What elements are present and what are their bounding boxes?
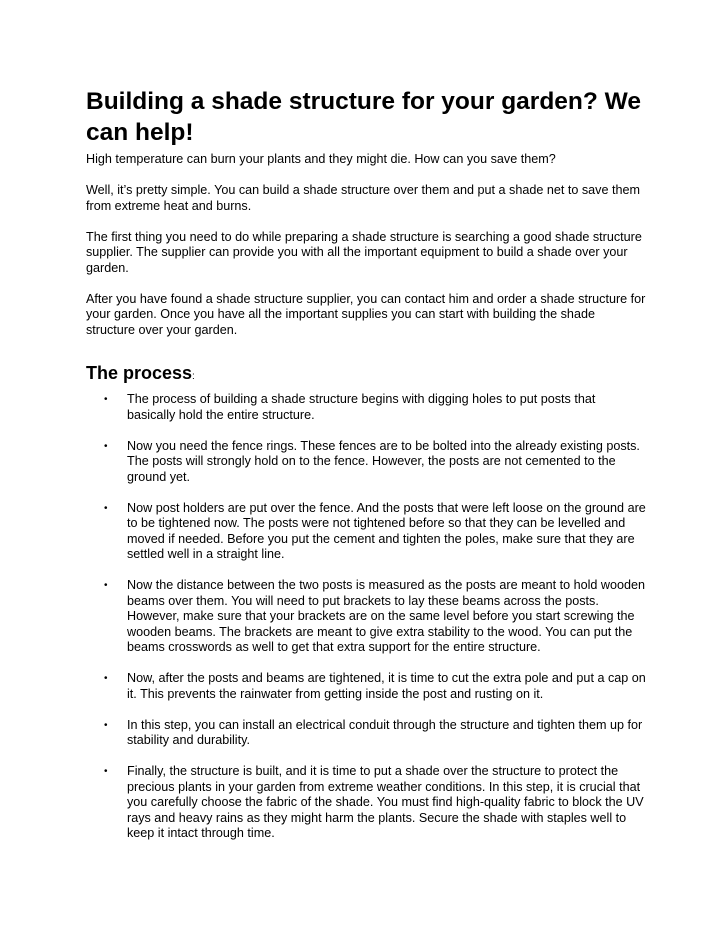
bullet-icon: •	[104, 766, 108, 777]
body-paragraph: The first thing you need to do while preparing a shade structure is searching a good shade structure supplier. The supplier can provide you with all the important equipment to build a shade over your garden.	[86, 229, 642, 275]
list-item	[86, 718, 646, 749]
list-item	[86, 764, 646, 842]
document-title: Building a shade structure for your garden? We can help!	[86, 88, 641, 146]
bullet-icon: •	[104, 502, 108, 514]
step-text: Finally, the structure is built, and it is time to put a shade over the structure to protect the precious plants in your garden from extreme weather conditions. In this step, it is crucial that you carefully choose the fabric of the shade. You must find high-quality fabric to block the UV rays and heavy rains as they might harm the plants. Secure the shade with staples well to keep it intact through time.	[127, 764, 644, 840]
step-text: Now post holders are put over the fence. And the posts that were left loose on the ground are to be tightened now. The posts were not tightened before so that they can be levelled and moved if needed. Before you put the cement and tighten the poles, make sure that they are settled well in a straight line.	[127, 500, 646, 561]
body-paragraph: Well, it’s pretty simple. You can build a shade structure over them and put a shade net to save them from extreme heat and burns.	[86, 183, 640, 213]
process-heading-text: The process	[86, 363, 193, 383]
step-text: Now, after the posts and beams are tightened, it is time to cut the extra pole and put a cap on it. This prevents the rainwater from getting inside the post and rusting on it.	[127, 671, 646, 701]
bullet-icon: •	[104, 719, 108, 731]
step-text: Now you need the fence rings. These fences are to be bolted into the already existing posts. The posts will strongly hold on to the fence. However, the posts are not cemented to the ground yet.	[127, 438, 640, 484]
intro-paragraph: High temperature can burn your plants and they might die. How can you save them?	[86, 152, 556, 166]
bullet-icon: •	[104, 394, 108, 405]
list-item	[86, 578, 646, 656]
bullet-icon: •	[104, 673, 108, 684]
bullet-icon: •	[104, 580, 108, 591]
document-page	[86, 86, 646, 857]
step-text: The process of building a shade structure begins with digging holes to put posts that basically hold the entire structure.	[127, 392, 596, 422]
process-heading-colon: :	[192, 371, 195, 382]
list-item	[86, 671, 646, 702]
list-item	[86, 392, 646, 423]
step-text: In this step, you can install an electrical conduit through the structure and tighten them up for stability and durability.	[127, 717, 643, 747]
list-item	[86, 439, 646, 486]
step-text: Now the distance between the two posts is measured as the posts are meant to hold wooden beams over them. You will need to put brackets to lay these beams across the posts. However, make sure that your brackets are on the same level before you start screwing the wooden beams. The brackets are meant to give extra stability to the wood. You can put the beams crosswords as well to get that extra support for the entire structure.	[127, 578, 646, 654]
process-steps-list	[86, 392, 646, 842]
bullet-icon: •	[104, 440, 108, 452]
body-paragraph: After you have found a shade structure supplier, you can contact him and order a shade structure for your garden. Once you have all the important supplies you can start with building the shade structure over your garden.	[86, 291, 646, 337]
list-item	[86, 501, 646, 563]
process-heading	[86, 362, 646, 388]
